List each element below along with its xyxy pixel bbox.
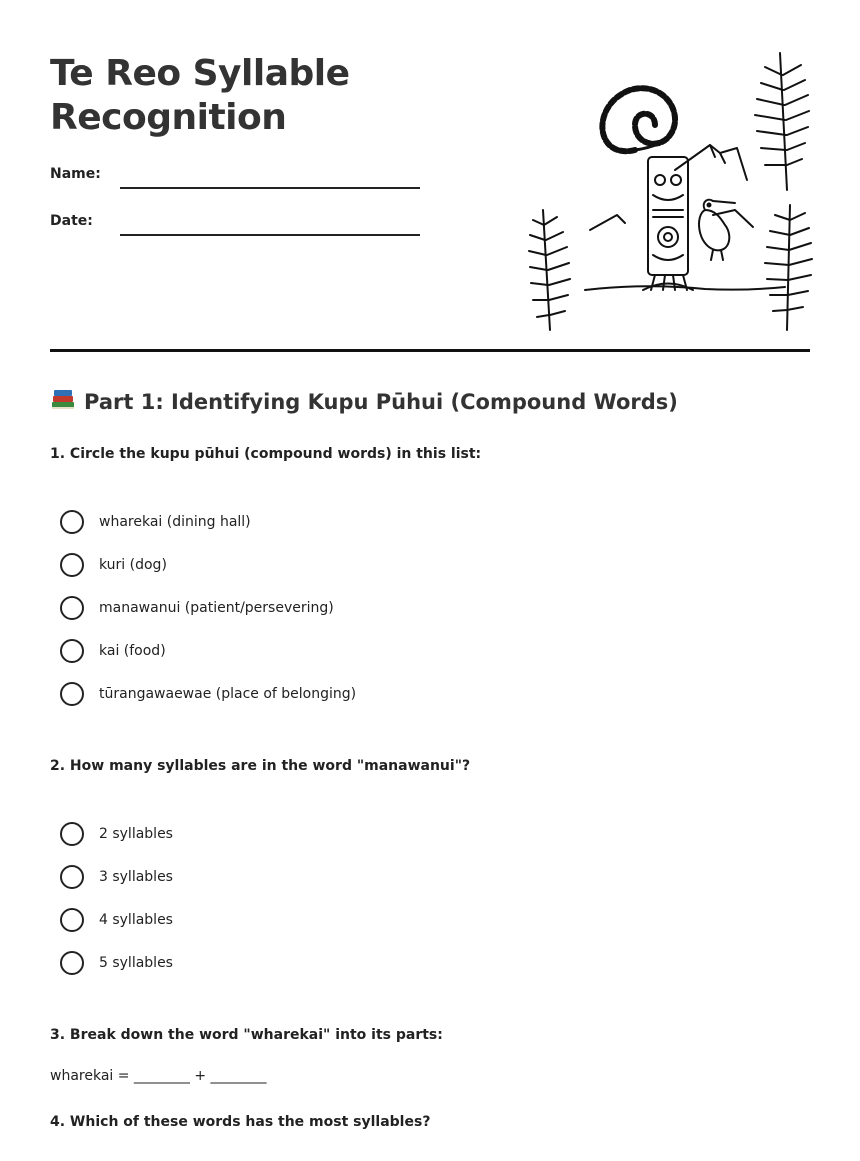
kiwi-bird-icon <box>699 200 735 260</box>
q2-option-1[interactable] <box>60 821 173 847</box>
header-divider <box>50 349 810 352</box>
q2-option-3[interactable] <box>60 907 173 933</box>
date-field[interactable] <box>120 234 420 236</box>
option-label: 5 syllables <box>99 955 173 971</box>
question-1-prompt: 1. Circle the kupu pūhui (compound words) in this list: <box>50 446 482 462</box>
date-label: Date: <box>50 213 93 229</box>
q1-option-3[interactable] <box>60 595 334 621</box>
question-4-prompt: 4. Which of these words has the most syllables? <box>50 1114 431 1130</box>
radio-circle[interactable] <box>60 553 84 577</box>
radio-circle[interactable] <box>60 682 84 706</box>
radio-circle[interactable] <box>60 639 84 663</box>
radio-circle[interactable] <box>60 510 84 534</box>
q2-option-4[interactable] <box>60 950 173 976</box>
mountain-icon <box>585 145 785 290</box>
option-label: 3 syllables <box>99 869 173 885</box>
q1-option-2[interactable] <box>60 552 167 578</box>
radio-circle[interactable] <box>60 908 84 932</box>
radio-circle[interactable] <box>60 596 84 620</box>
name-label: Name: <box>50 166 101 182</box>
part-1-title: Part 1: Identifying Kupu Pūhui (Compound Words) <box>84 390 678 414</box>
tiki-pole-icon <box>643 157 693 290</box>
q2-option-2[interactable] <box>60 864 173 890</box>
question-2-prompt: 2. How many syllables are in the word "manawanui"? <box>50 758 471 774</box>
part-1-heading <box>50 388 678 414</box>
q1-option-4[interactable] <box>60 638 166 664</box>
option-label: wharekai (dining hall) <box>99 514 251 530</box>
q1-option-1[interactable] <box>60 509 251 535</box>
maori-illustration <box>525 45 815 335</box>
radio-circle[interactable] <box>60 865 84 889</box>
option-label: kai (food) <box>99 643 166 659</box>
option-label: 4 syllables <box>99 912 173 928</box>
radio-circle[interactable] <box>60 822 84 846</box>
q1-option-5[interactable] <box>60 681 356 707</box>
worksheet-header <box>0 0 860 352</box>
question-3-prompt: 3. Break down the word "wharekai" into its parts: <box>50 1027 443 1043</box>
option-label: kuri (dog) <box>99 557 167 573</box>
radio-circle[interactable] <box>60 951 84 975</box>
option-label: manawanui (patient/persevering) <box>99 600 334 616</box>
name-field[interactable] <box>120 187 420 189</box>
title-line-1: Te Reo Syllable <box>50 53 350 94</box>
title-line-2: Recognition <box>50 97 287 138</box>
option-label: tūrangawaewae (place of belonging) <box>99 686 357 702</box>
books-icon <box>50 388 76 412</box>
koru-icon <box>602 88 675 151</box>
wharekai-answer-line[interactable]: wharekai = ________ + ________ <box>50 1068 267 1084</box>
page-title <box>50 52 470 140</box>
option-label: 2 syllables <box>99 826 173 842</box>
